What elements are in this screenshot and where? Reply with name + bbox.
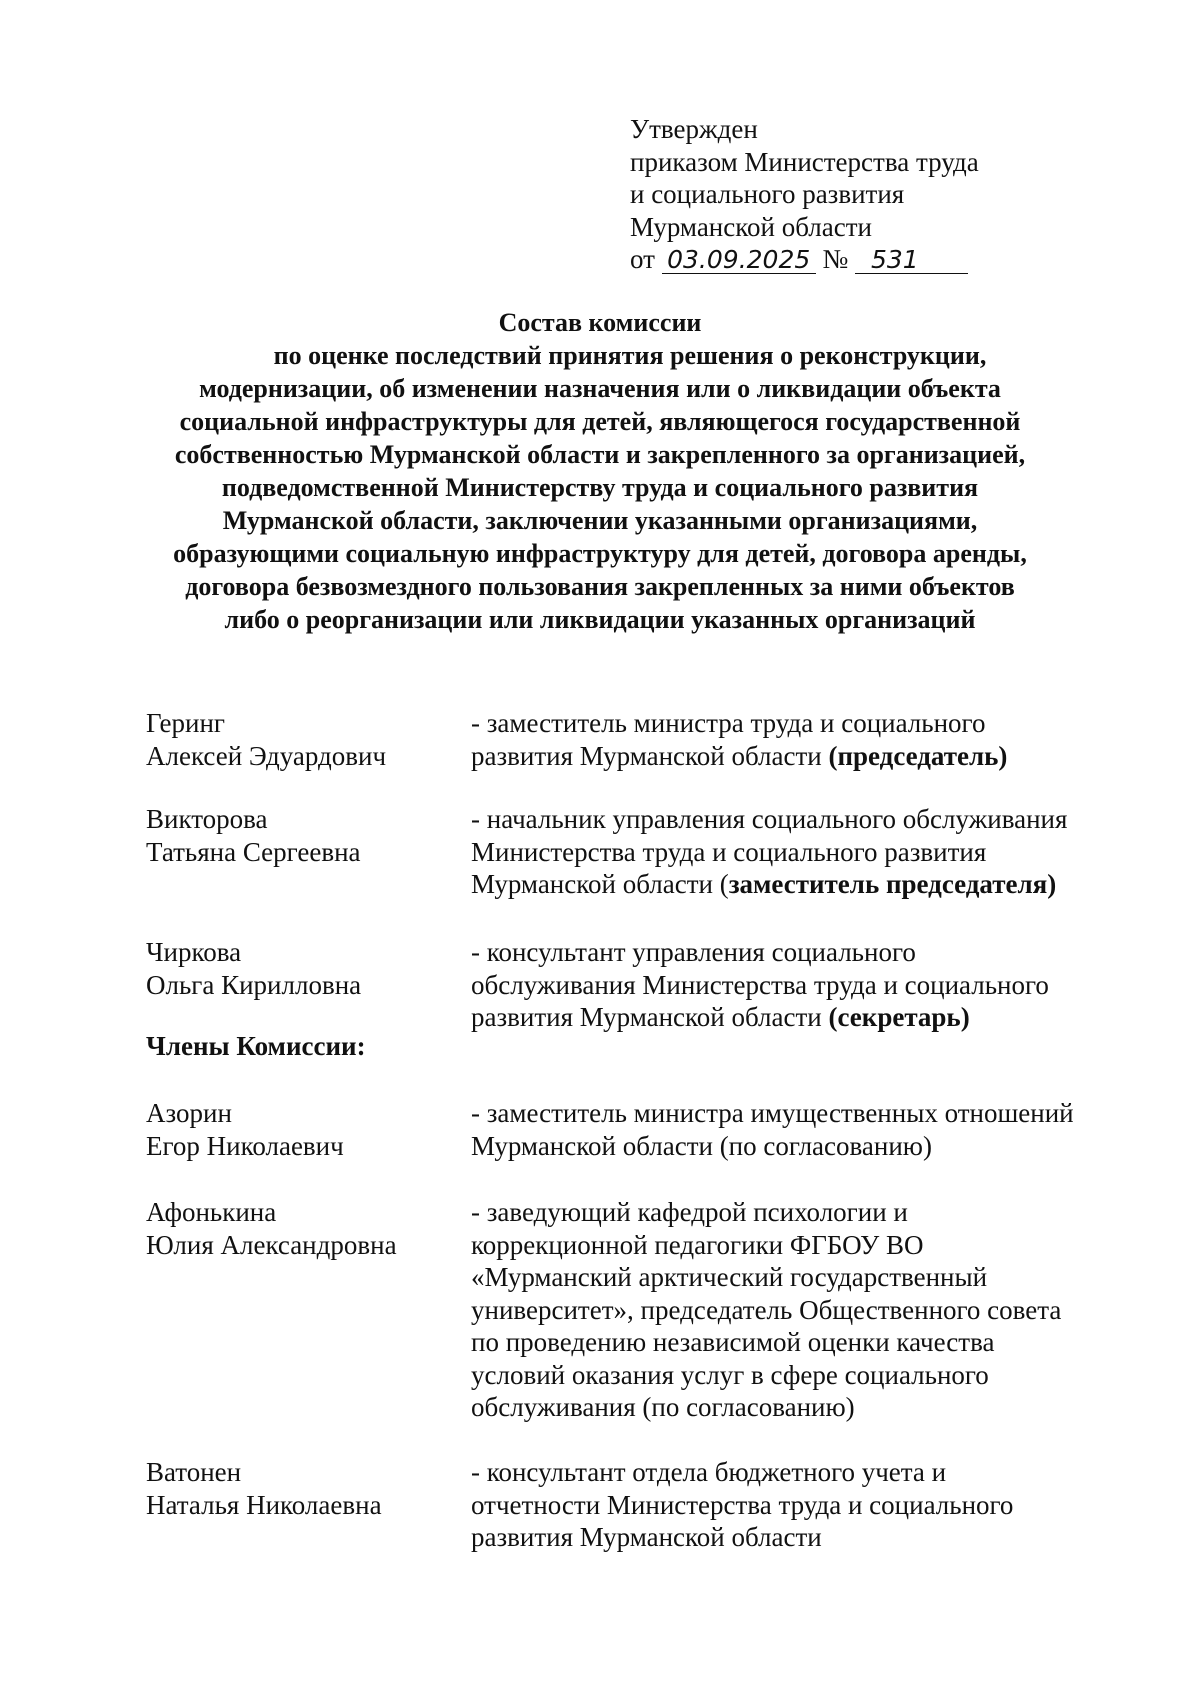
title-line: Состав комиссии	[498, 308, 702, 337]
approval-line: Утвержден	[630, 114, 758, 144]
approval-line: и социального развития	[630, 179, 905, 209]
member-surname: Азорин	[146, 1098, 232, 1128]
member-name	[146, 936, 446, 1001]
role-line: обслуживания (по согласованию)	[471, 1392, 855, 1422]
member-given-name: Егор Николаевич	[146, 1130, 344, 1161]
member-given-name: Алексей Эдуардович	[146, 740, 387, 771]
role-line: Министерства труда и социального развития	[471, 836, 987, 867]
member-role	[471, 803, 1111, 901]
role-designation: (председатель)	[828, 740, 1008, 771]
member-surname: Чиркова	[146, 937, 242, 967]
member-name	[146, 1456, 446, 1521]
role-line	[471, 740, 1111, 773]
role-line: - заместитель министра труда и социального	[471, 708, 986, 738]
handwritten-date: 03.09.2025	[662, 247, 816, 274]
approval-stamp-block	[630, 113, 979, 276]
approval-order-line	[630, 243, 979, 276]
title-line: подведомственной Министерству труда и социального развития	[221, 473, 979, 502]
member-surname: Афонькина	[146, 1197, 277, 1227]
document-title	[140, 306, 1060, 636]
member-name	[146, 707, 446, 772]
member-name	[146, 1196, 446, 1261]
approval-line: Мурманской области	[630, 211, 872, 242]
title-line: договора безвозмездного пользования закрепленных за ними объектов	[185, 572, 1015, 601]
role-line: условий оказания услуг в сфере социального	[471, 1359, 989, 1390]
role-line	[471, 868, 1111, 901]
role-designation: заместитель председателя)	[728, 869, 1057, 899]
role-line: - консультант управления социального	[471, 937, 916, 967]
role-line: отчетности Министерства труда и социального	[471, 1489, 1014, 1520]
title-line: социальной инфраструктуры для детей, являющегося государственной	[179, 407, 1021, 436]
title-line: собственностью Мурманской области и закрепленного за организацией,	[174, 440, 1026, 469]
title-line: образующими социальную инфраструктуру для детей, договора аренды,	[173, 539, 1027, 568]
role-line: - консультант отдела бюджетного учета и	[471, 1457, 947, 1487]
member-given-name: Ольга Кирилловна	[146, 969, 362, 1000]
member-role	[471, 1097, 1111, 1162]
handwritten-order-number: 531	[855, 247, 968, 274]
role-line: - начальник управления социального обслуживания	[471, 804, 1068, 834]
member-given-name: Юлия Александровна	[146, 1229, 397, 1260]
member-role	[471, 707, 1111, 772]
role-line	[471, 1001, 1111, 1034]
member-surname: Геринг	[146, 708, 226, 738]
role-line: коррекционной педагогики ФГБОУ ВО	[471, 1229, 924, 1260]
member-given-name: Наталья Николаевна	[146, 1489, 382, 1520]
role-line: - заместитель министра имущественных отношений	[471, 1098, 1074, 1128]
role-line: развития Мурманской области	[471, 1522, 822, 1552]
role-designation: (секретарь)	[828, 1002, 970, 1032]
member-name	[146, 1097, 446, 1162]
member-role	[471, 936, 1111, 1034]
role-line: - заведующий кафедрой психологии и	[471, 1197, 908, 1227]
member-surname: Викторова	[146, 804, 268, 834]
role-text: развития Мурманской области	[471, 740, 829, 771]
role-line: Мурманской области (по согласованию)	[471, 1130, 932, 1161]
role-text: Мурманской области (	[471, 869, 729, 899]
number-label: №	[822, 244, 849, 274]
title-line: по оценке последствий принятия решения о реконструкции,	[273, 341, 987, 370]
member-role	[471, 1196, 1111, 1424]
role-text: развития Мурманской области	[471, 1002, 829, 1032]
title-line: Мурманской области, заключении указанными организациями,	[222, 506, 978, 535]
member-surname: Ватонен	[146, 1457, 242, 1487]
title-line: модернизации, об изменении назначения или о ликвидации объекта	[199, 374, 1001, 403]
from-label: от	[630, 244, 655, 274]
role-line: обслуживания Министерства труда и социального	[471, 969, 1049, 1000]
members-heading: Члены Комиссии:	[146, 1031, 366, 1061]
approval-line: приказом Министерства труда	[630, 146, 979, 177]
role-line: университет», председатель Общественного совета	[471, 1294, 1062, 1325]
member-role	[471, 1456, 1111, 1554]
member-name	[146, 803, 446, 868]
title-line: либо о реорганизации или ликвидации указанных организаций	[224, 605, 976, 634]
role-line: «Мурманский арктический государственный	[471, 1262, 988, 1292]
member-given-name: Татьяна Сергеевна	[146, 836, 361, 867]
role-line: по проведению независимой оценки качества	[471, 1327, 995, 1357]
